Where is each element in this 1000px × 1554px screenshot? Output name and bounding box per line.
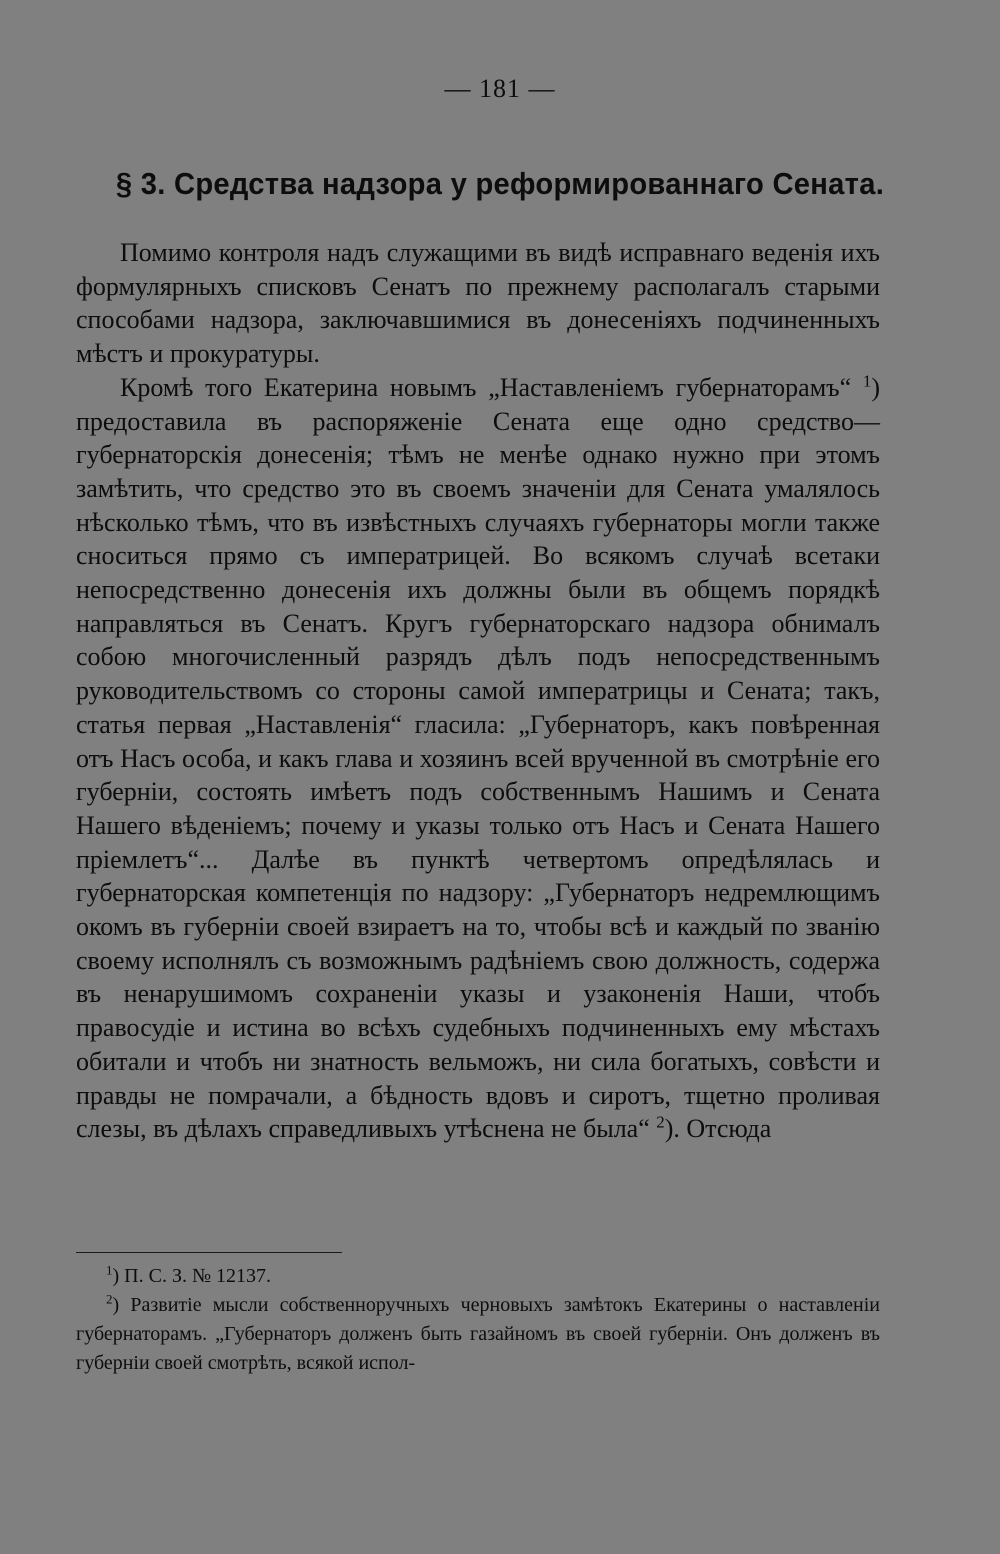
footnote-number: 1 [106, 1262, 113, 1278]
footnote-number: 2 [106, 1291, 113, 1307]
page-number: — 181 — [444, 74, 556, 103]
paragraph-text: Кромѣ того Екатерина новымъ „Наставленіемъ губернаторамъ“ [120, 372, 863, 402]
footnote-marker[interactable]: 1 [862, 371, 872, 391]
paragraph-text: ) предоставила въ распоряженіе Сената еще одно средство—губернаторскія донесенія; тѣмъ не менѣе однако нужно при этомъ замѣтить, что средство это въ своемъ значеніи для Сената умалялось нѣсколько тѣмъ, что въ извѣстныхъ случаяхъ губернаторы могли также сноситься прямо съ императрицей. Во всякомъ случаѣ всетаки непосредственно донесенія ихъ должны были въ общемъ порядкѣ направляться въ Сенатъ. Кругъ губернаторскаго надзора обнималъ собою многочисленный разрядъ дѣлъ подъ непосредственнымъ руководительствомъ со стороны самой императрицы и Сената; такъ, статья первая „Наставленія“ гласила: „Губернаторъ, какъ повѣренная отъ Насъ особа, и какъ глава и хозяинъ всей врученной въ смотрѣніе его губерніи, состоять имѣетъ подъ собственнымъ Нашимъ и Сената Нашего вѣденіемъ; почему и указы только отъ Насъ и Сената Нашего пріемлетъ“... Далѣе въ пунктѣ четвертомъ опредѣлялась и губернаторская компетенція по надзору: „Губернаторъ недремлющимъ окомъ въ губерніи своей взираетъ на то, чтобы всѣ и каждый по званію своему исполнялъ съ возможнымъ радѣніемъ свою должность, содержа въ ненарушимомъ сохраненіи указы и узаконенія Наши, чтобъ правосудіе и истина во всѣхъ судебныхъ подчиненныхъ ему мѣстахъ обитали и чтобъ ни знатность вельможъ, ни сила богатыхъ, совѣсти и правды не помрачали, а бѣдность вдовъ и сиротъ, тщетно проливая слезы, въ дѣлахъ справедливыхъ утѣснена не была“ [76, 372, 880, 1144]
footnote-text: ) П. С. З. № 12137. [112, 1265, 272, 1287]
footnote [76, 1291, 880, 1378]
footnotes [76, 1262, 880, 1378]
paragraph-text: ). Отсюда [664, 1114, 772, 1144]
paragraph [76, 371, 880, 1146]
footnote-marker[interactable]: 2 [656, 1112, 665, 1132]
footnote-divider [76, 1252, 342, 1253]
footnote [76, 1262, 880, 1291]
section-heading: § 3. Средства надзора у реформированнаго Сената. [115, 166, 885, 201]
footnote-text: ) Развитіе мысли собственноручныхъ черновыхъ замѣтокъ Екатерины о наставленіи губернаторамъ. „Губернаторъ долженъ быть газайномъ въ своей губерніи. Онъ долженъ въ губерніи своей смотрѣть, всякой испол- [76, 1294, 880, 1374]
paragraph: Помимо контроля надъ служащими въ видѣ исправнаго веденія ихъ формулярныхъ списковъ Сенатъ по прежнему располагалъ старыми способами надзора, заключавшимися въ донесеніяхъ подчиненныхъ мѣстъ и прокуратуры. [76, 238, 880, 369]
body-text [76, 236, 880, 1146]
